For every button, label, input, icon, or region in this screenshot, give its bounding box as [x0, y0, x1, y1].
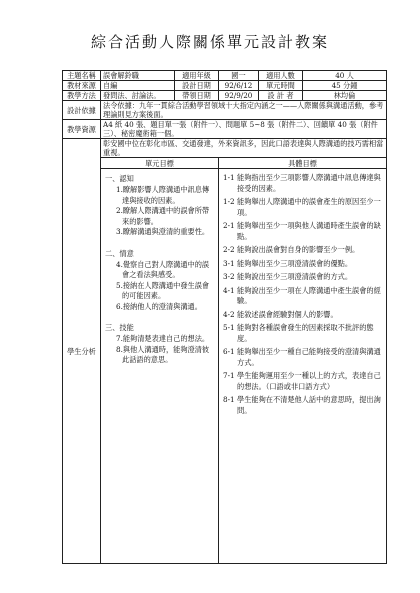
specific-goal-text: 能夠指出至少三項影響人際溝通中訊息傳達與接受的因素。 [237, 173, 381, 193]
unit-goal-item [105, 281, 214, 302]
row-students [63, 139, 387, 158]
unit-goal-item [105, 185, 214, 206]
unit-goal-line: 2.瞭解人際溝通中的誤會所帶 [116, 206, 210, 215]
label-lead-date: 帶領日期 [175, 91, 219, 101]
unit-goals-header: 單元目標 [101, 158, 219, 169]
unit-goal-section-heading: 二、情意 [105, 248, 134, 258]
unit-goal-item [105, 260, 214, 281]
specific-goal-text: 能敘述誤會經驗對個人的影響。 [237, 309, 338, 319]
specific-goal-item [223, 347, 382, 368]
specific-goal-item [223, 221, 382, 242]
unit-goal-line: 達與接收的因素。 [122, 195, 180, 205]
unit-goal-item [105, 345, 214, 366]
specific-goal-item [223, 323, 382, 344]
unit-goal-line: 6.接納他人的澄清與溝通。 [116, 301, 202, 311]
specific-goal-item [223, 395, 382, 416]
specific-goal-number: 3-1 [223, 258, 235, 268]
unit-goals-list [105, 173, 214, 366]
section-gap [105, 312, 214, 322]
label-topic: 主題名稱 [63, 71, 101, 81]
specific-goal-item [223, 173, 382, 194]
specific-goal-text: 能夠舉出人際溝通中的誤會產生的原因至少一項。 [237, 197, 381, 217]
specific-goal-number: 2-2 [223, 245, 235, 254]
unit-goal-line: 5.接納在人際溝通中發生誤會 [116, 280, 210, 290]
specific-goal-number: 6-1 [223, 347, 235, 356]
specific-goal-number: 7-1 [223, 371, 235, 380]
specific-goal-text: 能夠說出誤會對自身的影響至少一例。 [237, 245, 360, 254]
value-basis: 法令依據：九年一貫綜合活動學習領域十大指定內涵之一——人際關係與溝通活動，參考理論則見方案後面。 [101, 101, 387, 120]
value-grade: 國一 [219, 71, 259, 81]
specific-goal-number: 1-2 [223, 197, 235, 206]
specific-goal-item [223, 286, 382, 307]
label-method: 教學方法 [63, 91, 101, 101]
value-method: 發問法、討論法。 [101, 91, 175, 101]
page-title: 綜合活動人際關係單元設計教案 [90, 33, 329, 51]
label-headcount: 適用人數 [259, 71, 303, 81]
specific-goal-text: 學生能夠在不清楚他人話中的意思時，提出詢問。 [237, 395, 381, 415]
unit-goal-item [105, 206, 214, 227]
label-design-date: 設計日期 [175, 81, 219, 91]
row-source [63, 81, 387, 91]
specific-goal-text: 學生能夠運用至少一種以上的方式，表達自己的想法。（口語或非口語方式） [237, 371, 381, 391]
specific-goal-number: 3-2 [223, 272, 235, 281]
row-method [63, 91, 387, 101]
specific-goal-text: 能夠舉出至少一種自己能夠接受的澄清與溝通方式。 [237, 347, 381, 367]
specific-goal-number: 4-2 [223, 309, 235, 319]
unit-goal-item [105, 302, 214, 313]
row-resources [63, 120, 387, 139]
unit-goal-line: 4.覺察自己對人際溝通中的誤 [116, 259, 210, 269]
specific-goal-number: 1-1 [223, 173, 235, 182]
label-students: 學生分析 [63, 139, 101, 564]
value-source: 自編 [101, 81, 175, 91]
unit-goal-line: 的可能因素。 [122, 291, 166, 300]
specific-goal-text: 能夠舉出至少一項與他人溝通時產生誤會的缺點。 [237, 221, 381, 241]
specific-goal-item [223, 197, 382, 218]
lesson-plan-table [62, 70, 387, 564]
row-goals [63, 169, 387, 564]
specific-goals-list [223, 173, 382, 416]
unit-goal-line: 此話語的意思。 [122, 355, 173, 364]
specific-goal-item [223, 371, 382, 392]
value-topic: 誤會解鈴職 [101, 71, 175, 81]
specific-goal-text: 能夠說出至少三項澄清誤會的方式。 [237, 272, 353, 281]
value-design-date: 92/6/12 [219, 81, 259, 91]
label-source: 教材來源 [63, 81, 101, 91]
specific-goal-number: 2-1 [223, 221, 235, 230]
label-grade: 適用年級 [175, 71, 219, 81]
unit-goal-section-heading: 三、技能 [105, 323, 134, 332]
specific-goal-text: 能夠說出至少一項在人際溝通中產生誤會的經驗。 [237, 285, 381, 305]
row-basis [63, 101, 387, 120]
specific-goal-item [223, 272, 382, 283]
unit-goal-item [105, 334, 214, 345]
specific-goal-number: 8-1 [223, 395, 235, 404]
specific-goal-text: 能夠對各種誤會發生的因素採取不批評的態度。 [237, 323, 374, 343]
unit-goal-line: 7.能夠清楚表達自己的想法。 [116, 334, 210, 343]
section-gap [105, 238, 214, 248]
value-lead-date: 92/9/20 [219, 91, 259, 101]
unit-goal-item [105, 227, 214, 238]
label-unit-time: 單元時間 [259, 81, 303, 91]
specific-goal-item [223, 259, 382, 270]
value-unit-time: 45 分鐘 [303, 81, 387, 91]
unit-goal-line: 會之看法與感受。 [122, 270, 180, 279]
unit-goal-section-heading: 一、認知 [105, 174, 134, 183]
unit-goal-line: 來的影響。 [122, 216, 158, 226]
value-headcount: 40 人 [303, 71, 387, 81]
label-designer: 設 計 者 [259, 91, 303, 101]
unit-goals-cell [101, 169, 219, 564]
row-goal-headers [63, 158, 387, 169]
specific-goal-number: 5-1 [223, 323, 235, 332]
specific-goal-item [223, 245, 382, 256]
label-resources: 教學資源 [63, 120, 101, 139]
specific-goal-item [223, 310, 382, 321]
specific-goal-number: 4-1 [223, 285, 235, 295]
unit-goal-line: 1.瞭解影響人際溝通中訊息傳 [116, 185, 210, 194]
value-students: 彰安國中位在彰化市區、交通發達，外來資訊多，因此口語表達與人際溝通的技巧需相當重視。 [101, 139, 387, 158]
specific-goals-header: 具體目標 [219, 158, 387, 169]
unit-goal-line: 3.瞭解溝通與澄清的重要性。 [116, 227, 210, 236]
value-designer: 林均倫 [303, 91, 387, 101]
value-resources: A4 紙 40 張、題目單一張（附件一）、問題單 5~8 張（附件二）、回饋單 40 張（附件三）、秘密魔術箱一個。 [101, 120, 387, 139]
row-topic [63, 71, 387, 81]
specific-goals-cell [219, 169, 387, 564]
label-basis: 設計依據 [63, 101, 101, 120]
specific-goal-text: 能夠舉出至少三項澄清誤會的優點。 [237, 258, 353, 268]
unit-goal-line: 8.與他人溝通時，能夠澄清彼 [116, 344, 210, 354]
